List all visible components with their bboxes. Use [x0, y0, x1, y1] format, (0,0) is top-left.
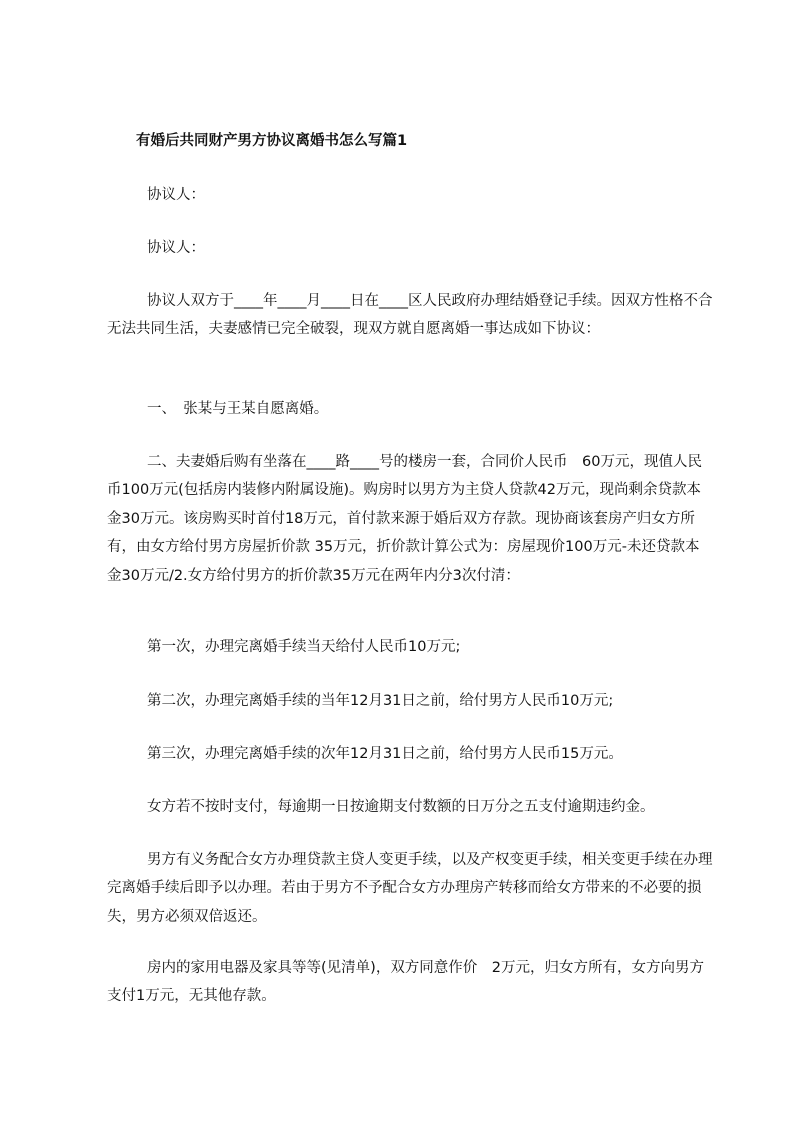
- clause-2-property: 二、夫妻婚后购有坐落在____路____号的楼房一套，合同价人民币 60万元，现值人民币100万元(包括房内装修内附属设施)。购房时以男方为主贷人贷款42万元，现尚剩余贷款本金30万元。该房购买时首付18万元，首付款来源于婚后双方存款。现协商该套房产归女方所有，由女方给付男方房屋折价款 35万元，折价款计算公式为：房屋现价100万元-未还贷款本金30万元/2.女方给付男方的折价款35万元在两年内分3次付清：: [107, 454, 702, 584]
- payment-2: 第二次，办理完离婚手续的当年12月31日之前，给付男方人民币10万元;: [147, 693, 614, 709]
- loan-transfer-clause: 男方有义务配合女方办理贷款主贷人变更手续，以及产权变更手续，相关变更手续在办理完离婚手续后即予以办理。若由于男方不予配合女方办理房产转移而给女方带来的不必要的损失，男方必须双倍返还。: [107, 852, 713, 925]
- document-title: 有婚后共同财产男方协议离婚书怎么写篇1: [136, 133, 408, 149]
- party-line-2: 协议人：: [147, 240, 205, 256]
- clause-1: 一、 张某与王某自愿离婚。: [147, 401, 329, 417]
- party-line-1: 协议人：: [147, 187, 205, 203]
- payment-1: 第一次，办理完离婚手续当天给付人民币10万元;: [147, 639, 461, 655]
- late-penalty-clause: 女方若不按时支付，每逾期一日按逾期支付数额的日万分之五支付逾期违约金。: [147, 799, 655, 815]
- intro-paragraph: 协议人双方于____年____月____日在____区人民政府办理结婚登记手续。因双方性格不合无法共同生活，夫妻感情已完全破裂，现双方就自愿离婚一事达成如下协议：: [107, 293, 713, 338]
- payment-3: 第三次，办理完离婚手续的次年12月31日之前，给付男方人民币15万元。: [147, 746, 623, 762]
- appliances-clause: 房内的家用电器及家具等等(见清单)，双方同意作价 2万元，归女方所有，女方向男方支付1万元，无其他存款。: [107, 960, 705, 1005]
